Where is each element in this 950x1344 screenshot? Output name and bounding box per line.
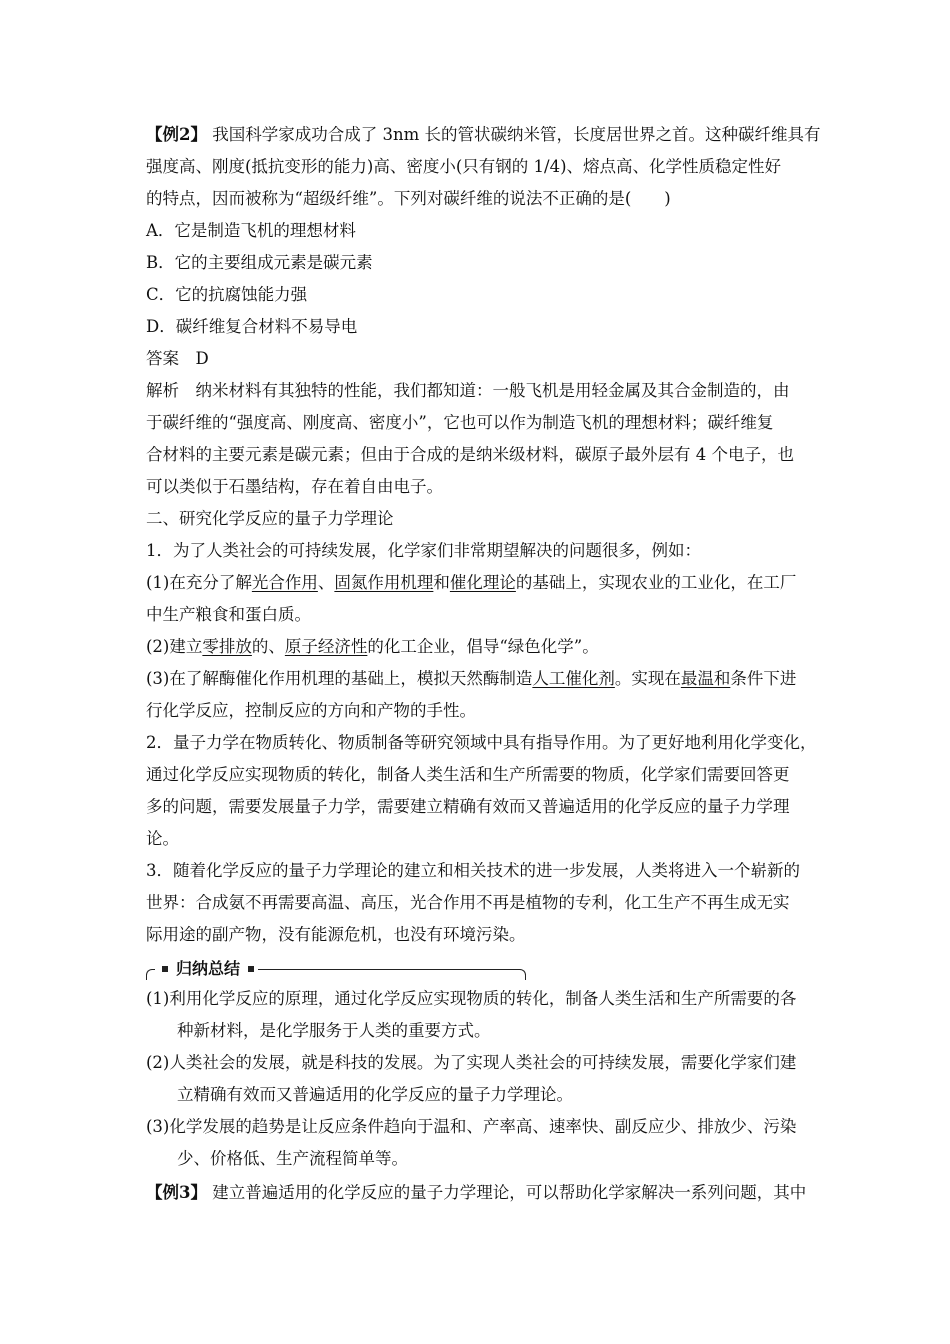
point2-line4: 论。 <box>146 829 179 848</box>
underlined-term: 光合作用 <box>251 573 318 592</box>
example3-tag: 【例3】 <box>146 1183 207 1202</box>
summary-item3-line1: (3)化学发展的趋势是让反应条件趋向于温和、产率高、速率快、副反应少、排放少、污染 <box>146 1117 797 1136</box>
summary-title: 归纳总结 <box>176 959 241 978</box>
option-d: D．碳纤维复合材料不易导电 <box>146 317 358 336</box>
summary-bracket-right <box>517 969 526 980</box>
point1-item2: (2)建立零排放的、原子经济性的化工企业，倡导“绿色化学”。 <box>146 637 599 656</box>
summary-bracket-left <box>146 969 155 980</box>
example3-stem-line1: 【例3】 建立普遍适用的化学反应的量子力学理论，可以帮助化学家解决一系列问题，其中 <box>146 1183 807 1202</box>
point1: 1．为了人类社会的可持续发展，化学家们非常期望解决的问题很多，例如： <box>146 541 701 560</box>
summary-square-icon <box>248 966 254 972</box>
summary-item2-line2: 立精确有效而又普遍适用的化学反应的量子力学理论。 <box>177 1085 573 1104</box>
analysis-line3: 合材料的主要元素是碳元素；但由于合成的是纳米级材料，碳原子最外层有 4 个电子，也 <box>146 445 794 464</box>
option-c: C．它的抗腐蚀能力强 <box>146 285 308 304</box>
point2-line1: 2．量子力学在物质转化、物质制备等研究领域中具有指导作用。为了更好地利用化学变化， <box>146 733 817 752</box>
summary-square-icon <box>162 966 168 972</box>
analysis-line4: 可以类似于石墨结构，存在着自由电子。 <box>146 477 443 496</box>
underlined-term: 最温和 <box>680 669 731 688</box>
point3-line1: 3．随着化学反应的量子力学理论的建立和相关技术的进一步发展，人类将进入一个崭新的 <box>146 861 800 880</box>
point1-item3-line1: (3)在了解酶催化作用机理的基础上，模拟天然酶制造人工催化剂。实现在最温和条件下进 <box>146 669 797 688</box>
underlined-term: 催化理论 <box>449 573 516 592</box>
point3-line3: 际用途的副产物，没有能源危机，也没有环境污染。 <box>146 925 526 944</box>
example2-stem-line3: 的特点，因而被称为“超级纤维”。下列对碳纤维的说法不正确的是( ) <box>146 189 671 208</box>
underlined-term: 固氮作用机理 <box>334 573 434 592</box>
point1-item1-line1: (1)在充分了解光合作用、固氮作用机理和催化理论的基础上，实现农业的工业化，在工厂 <box>146 573 797 592</box>
summary-item3-line2: 少、价格低、生产流程简单等。 <box>177 1149 408 1168</box>
option-a: A．它是制造飞机的理想材料 <box>146 221 356 240</box>
summary-item2-line1: (2)人类社会的发展，就是科技的发展。为了实现人类社会的可持续发展，需要化学家们建 <box>146 1053 797 1072</box>
option-b: B．它的主要组成元素是碳元素 <box>146 253 373 272</box>
example2-stem-line2: 强度高、刚度(抵抗变形的能力)高、密度小(只有钢的 1/4)、熔点高、化学性质稳定性好 <box>146 157 782 176</box>
point2-line2: 通过化学反应实现物质的转化，制备人类生活和生产所需要的物质，化学家们需要回答更 <box>146 765 790 784</box>
point3-line2: 世界：合成氨不再需要高温、高压，光合作用不再是植物的专利，化工生产不再生成无实 <box>146 893 790 912</box>
underlined-term: 人工催化剂 <box>532 669 615 688</box>
example2-tag: 【例2】 <box>146 125 207 144</box>
summary-item1-line2: 种新材料，是化学服务于人类的重要方式。 <box>177 1021 491 1040</box>
point2-line3: 多的问题，需要发展量子力学，需要建立精确有效而又普遍适用的化学反应的量子力学理 <box>146 797 790 816</box>
example2-stem-line1: 【例2】 我国科学家成功合成了 3nm 长的管状碳纳米管，长度居世界之首。这种碳纤维具有 <box>146 125 821 144</box>
answer: 答案 D <box>146 349 209 368</box>
analysis-line1: 解析 纳米材料有其独特的性能，我们都知道：一般飞机是用轻金属及其合金制造的，由 <box>146 381 790 400</box>
section-heading: 二、研究化学反应的量子力学理论 <box>146 509 394 528</box>
underlined-term: 零排放 <box>202 637 252 656</box>
summary-rule <box>258 969 518 970</box>
summary-item1-line1: (1)利用化学反应的原理，通过化学反应实现物质的转化，制备人类生活和生产所需要的各 <box>146 989 797 1008</box>
point1-item1-line2: 中生产粮食和蛋白质。 <box>146 605 311 624</box>
summary-header <box>146 956 526 984</box>
point1-item3-line2: 行化学反应，控制反应的方向和产物的手性。 <box>146 701 476 720</box>
underlined-term: 原子经济性 <box>284 637 368 656</box>
analysis-line2: 于碳纤维的“强度高、刚度高、密度小”，它也可以作为制造飞机的理想材料；碳纤维复 <box>146 413 774 432</box>
